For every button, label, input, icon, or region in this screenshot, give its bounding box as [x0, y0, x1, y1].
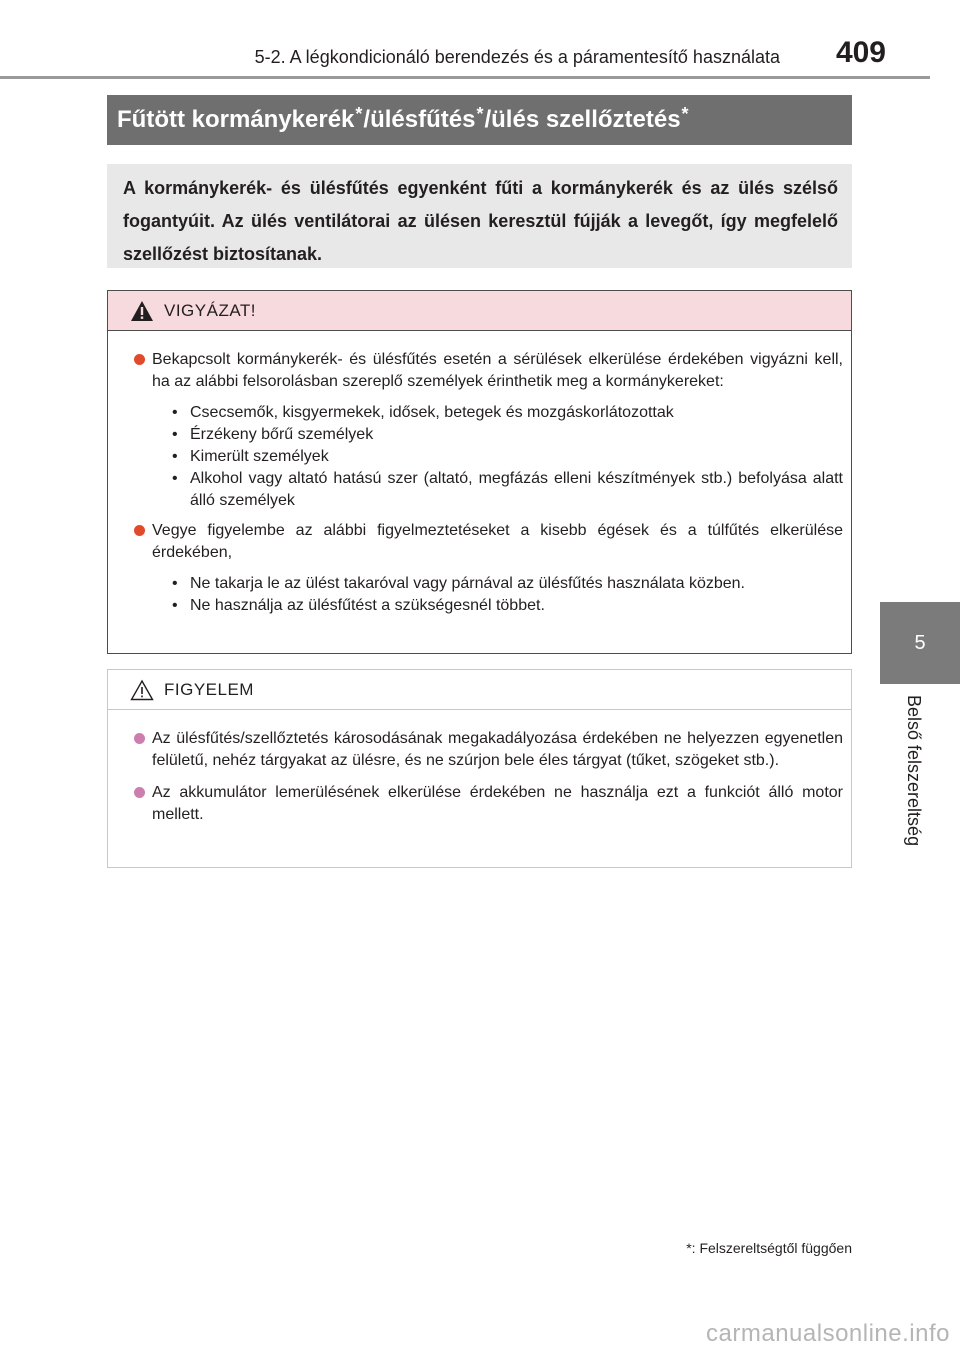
warning-box	[107, 290, 852, 654]
warning-item	[132, 349, 843, 512]
intro-text: A kormánykerék- és ülésfűtés egyenként fűti a kormánykerék és az ülés szélső fogantyúit. Az ülés ventilátorai az ülésen keresztül fújják a levegőt, így megfelelő szellőzést biztosítanak.	[107, 164, 852, 268]
bullet-dot	[134, 733, 145, 744]
notice-item-text: Az ülésfűtés/szellőztetés károsodásának megakadályozása érdekében ne helyezzen egyenetlen felületű, nehéz tárgyakat az ülésre, és ne szúrjon bele éles tárgyat (tűket, szögeket stb.).	[152, 730, 843, 769]
warning-item-text: Bekapcsolt kormánykerék- és ülésfűtés esetén a sérülések elkerülése érdekében vigyázni kell, ha az alábbi felsorolásban szereplő személyek érinthetik meg a kormánykereket:	[152, 351, 843, 390]
footnote	[686, 1240, 852, 1256]
header-title: 5-2. A légkondicionáló berendezés és a páramentesítő használata	[254, 47, 780, 67]
warning-item-text: Vegye figyelembe az alábbi figyelmeztetéseket a kisebb égések és a túlfűtés elkerülése érdekében,	[152, 522, 843, 561]
warning-item	[132, 520, 843, 617]
notice-box	[107, 669, 852, 868]
asterisk-mark: *	[355, 103, 363, 124]
sub-list-item: • Érzékeny bőrű személyek	[172, 424, 843, 446]
asterisk-mark: *	[476, 103, 484, 124]
notice-item	[132, 782, 843, 826]
notice-item	[132, 728, 843, 772]
warning-label: VIGYÁZAT!	[164, 300, 257, 320]
watermark: carmanualsonline.info	[706, 1320, 950, 1347]
section-title-part2: /ülésfűtés	[363, 106, 476, 133]
page-number: 409	[835, 36, 886, 69]
warning-header	[108, 291, 851, 331]
notice-item-text: Az akkumulátor lemerülésének elkerülése érdekében ne használja ezt a funkciót álló motor mellett.	[152, 784, 843, 823]
sub-list-item: • Ne használja az ülésfűtést a szükségesnél többet.	[172, 595, 843, 617]
asterisk-mark: *	[681, 103, 689, 124]
chapter-tab	[880, 602, 960, 684]
header-rule	[0, 76, 930, 79]
warning-body	[108, 331, 851, 617]
footnote-asterisk: *	[686, 1240, 692, 1256]
section-title	[107, 95, 852, 145]
chapter-number: 5	[914, 631, 926, 654]
notice-body	[108, 710, 851, 826]
notice-header	[108, 670, 851, 710]
page-header	[0, 0, 930, 78]
chapter-label: Belső felszereltség	[904, 695, 924, 847]
warning-icon	[130, 300, 154, 322]
footnote-text: : Felszereltségtől függően	[691, 1240, 852, 1256]
section-title-part3: /ülés szellőztetés	[484, 106, 681, 133]
section-title-part1: Fűtött kormánykerék	[117, 106, 355, 133]
bullet-dot	[134, 787, 145, 798]
sub-list-item: • Ne takarja le az ülést takaróval vagy párnával az ülésfűtés használata közben.	[172, 573, 843, 595]
warning-sub-list	[172, 402, 843, 512]
notice-label: FIGYELEM	[164, 679, 254, 699]
sub-list-item: • Alkohol vagy altató hatású szer (altató, megfázás elleni készítmények stb.) befolyása alatt álló személyek	[172, 468, 843, 512]
warning-sub-list	[172, 573, 843, 617]
sub-list-item: • Kimerült személyek	[172, 446, 843, 468]
bullet-dot	[134, 354, 145, 365]
sub-list-item: • Csecsemők, kisgyermekek, idősek, betegek és mozgáskorlátozottak	[172, 402, 843, 424]
bullet-dot	[134, 525, 145, 536]
caution-outline-icon	[130, 679, 154, 701]
